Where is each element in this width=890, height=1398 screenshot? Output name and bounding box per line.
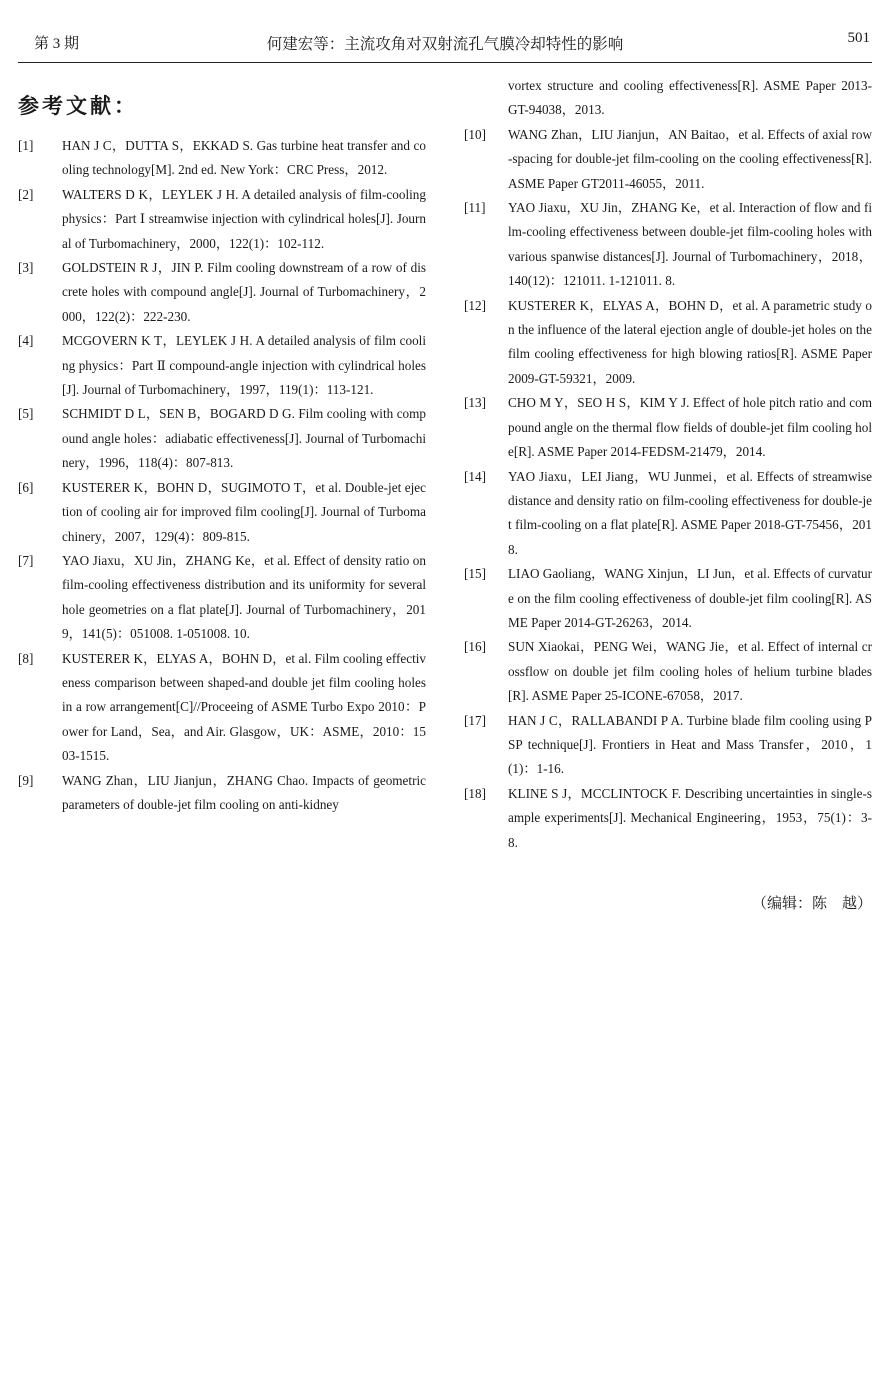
page-number: 501 bbox=[847, 30, 870, 46]
reference-number: [2] bbox=[18, 186, 34, 202]
reference-text: CHO M Y，SEO H S，KIM Y J. Effect of hole pitch ratio and compound angle on the thermal flow fields of double-jet film cooling hole[R]. ASME Paper 2014-FEDSM-21479，2014. bbox=[508, 395, 872, 460]
reference-item bbox=[18, 402, 426, 475]
reference-text: MCGOVERN K T，LEYLEK J H. A detailed analysis of film cooling physics：Part Ⅱ compound-angle injection with cylindrical holes[J]. Journal of Turbomachinery，1997，119(1)：113-121. bbox=[62, 333, 426, 398]
references-left-column bbox=[18, 134, 426, 817]
reference-text: KUSTERER K，ELYAS A，BOHN D，et al. Film cooling effectiveness comparison between shaped-and double jet film cooling holes in a row arrangement[C]//Proceeing of ASME Turbo Expo 2010：Power for Land，Sea，and Air. Glasgow，UK：ASME，2010：1503-1515. bbox=[62, 650, 426, 764]
reference-number: [4] bbox=[18, 333, 34, 349]
reference-item bbox=[464, 782, 872, 855]
reference-number: [18] bbox=[464, 785, 486, 801]
reference-number: [5] bbox=[18, 406, 34, 422]
references-right-column bbox=[464, 74, 872, 855]
reference-text: LIAO Gaoliang，WANG Xinjun，LI Jun，et al. Effects of curvature on the film cooling effectiveness of double-jet film cooling[R]. ASME Paper 2014-GT-26263，2014. bbox=[508, 566, 872, 630]
reference-text: WANG Zhan，LIU Jianjun，ZHANG Chao. Impacts of geometric parameters of double-jet film cooling on anti-kidney bbox=[62, 772, 426, 812]
reference-number: [6] bbox=[18, 479, 34, 495]
references-heading: 参考文献： bbox=[18, 94, 138, 118]
running-title: 何建宏等：主流攻角对双射流孔气膜冷却特性的影响 bbox=[266, 36, 624, 53]
reference-number: [10] bbox=[464, 126, 486, 142]
issue-number: 第 3 期 bbox=[34, 36, 80, 52]
reference-text: YAO Jiaxu，XU Jin，ZHANG Ke，et al. Interaction of flow and film-cooling effectiveness between double-jet film-cooling holes with various spanwise distances[J]. Journal of Turbomachinery，2018，140(12)：121011. 1-121011. 8. bbox=[508, 200, 872, 289]
reference-text: WANG Zhan，LIU Jianjun，AN Baitao，et al. Effects of axial row-spacing for double-jet film-cooling on the cooling effectiveness[R]. ASME Paper GT2011-46055，2011. bbox=[508, 126, 872, 191]
reference-text: YAO Jiaxu，XU Jin，ZHANG Ke，et al. Effect of density ratio on film-cooling effectiveness distribution and its uniformity for several hole geometries on a flat plate[J]. Journal of Turbomachinery，2019，141(5)：051008. 1-051008. 10. bbox=[62, 552, 426, 642]
editor-credit: （编辑：陈 越） bbox=[751, 896, 872, 912]
reference-number: [7] bbox=[18, 552, 34, 568]
reference-item bbox=[18, 183, 426, 256]
reference-item bbox=[464, 562, 872, 635]
reference-item bbox=[464, 465, 872, 563]
reference-item bbox=[464, 294, 872, 392]
reference-text: HAN J C，DUTTA S，EKKAD S. Gas turbine heat transfer and cooling technology[M]. 2nd ed. New York：CRC Press，2012. bbox=[62, 138, 426, 178]
reference-number: [17] bbox=[464, 712, 486, 728]
reference-item bbox=[464, 196, 872, 294]
header-rule bbox=[18, 62, 872, 63]
page-header bbox=[18, 28, 872, 62]
reference-item bbox=[464, 123, 872, 196]
reference-number: [15] bbox=[464, 566, 486, 582]
reference-text: HAN J C，RALLABANDI P A. Turbine blade film cooling using PSP technique[J]. Frontiers in Heat and Mass Transfer，2010，1(1)：1-16. bbox=[508, 712, 872, 777]
reference-item bbox=[464, 391, 872, 464]
reference-number: [8] bbox=[18, 650, 34, 666]
reference-item bbox=[18, 134, 426, 183]
reference-text: SCHMIDT D L，SEN B，BOGARD D G. Film cooling with compound angle holes：adiabatic effectiveness[J]. Journal of Turbomachinery，1996，118(4)：807-813. bbox=[62, 406, 426, 471]
reference-item bbox=[18, 476, 426, 549]
reference-item bbox=[18, 329, 426, 402]
reference-number: [12] bbox=[464, 297, 486, 313]
reference-number: [9] bbox=[18, 772, 34, 788]
reference-text: SUN Xiaokai，PENG Wei，WANG Jie，et al. Effect of internal crossflow on double jet film cooling holes of helium turbine blades[R]. ASME Paper 25-ICONE-67058，2017. bbox=[508, 639, 872, 704]
reference-number: [1] bbox=[18, 138, 34, 153]
reference-number: [11] bbox=[464, 200, 486, 216]
reference-item bbox=[18, 647, 426, 769]
reference-text: KUSTERER K，BOHN D，SUGIMOTO T，et al. Double-jet ejection of cooling air for improved film cooling[J]. Journal of Turbomachinery，2007，129(4)：809-815. bbox=[62, 479, 426, 544]
reference-number: [13] bbox=[464, 395, 486, 411]
reference-number: [14] bbox=[464, 468, 486, 484]
reference-number: [3] bbox=[18, 260, 34, 276]
reference-item bbox=[464, 635, 872, 708]
reference-item bbox=[18, 256, 426, 329]
reference-text: KLINE S J，MCCLINTOCK F. Describing uncertainties in single-sample experiments[J]. Mechanical Engineering，1953，75(1)：3-8. bbox=[508, 785, 872, 850]
reference-text: KUSTERER K，ELYAS A，BOHN D，et al. A parametric study on the influence of the lateral ejection angle of double-jet holes on the film cooling effectiveness for high blowing ratios[R]. ASME Paper 2009-GT-59321，2009. bbox=[508, 297, 872, 386]
reference-item bbox=[464, 709, 872, 782]
reference-text: WALTERS D K，LEYLEK J H. A detailed analysis of film-cooling physics：Part Ⅰ streamwise injection with cylindrical holes[J]. Journal of Turbomachinery，2000，122(1)：102-112. bbox=[62, 186, 426, 251]
reference-continuation: vortex structure and cooling effectiveness[R]. ASME Paper 2013-GT-94038，2013. bbox=[508, 78, 872, 118]
reference-item bbox=[18, 769, 426, 818]
reference-text: YAO Jiaxu，LEI Jiang，WU Junmei，et al. Effects of streamwise distance and density ratio on film-cooling effectiveness for double-jet film-cooling on a flat plate[R]. ASME Paper 2018-GT-75456，2018. bbox=[508, 468, 872, 557]
reference-text: GOLDSTEIN R J，JIN P. Film cooling downstream of a row of discrete holes with compound angle[J]. Journal of Turbomachinery，2000，122(2)：222-230. bbox=[62, 260, 426, 324]
reference-item bbox=[18, 549, 426, 647]
reference-number: [16] bbox=[464, 639, 486, 655]
